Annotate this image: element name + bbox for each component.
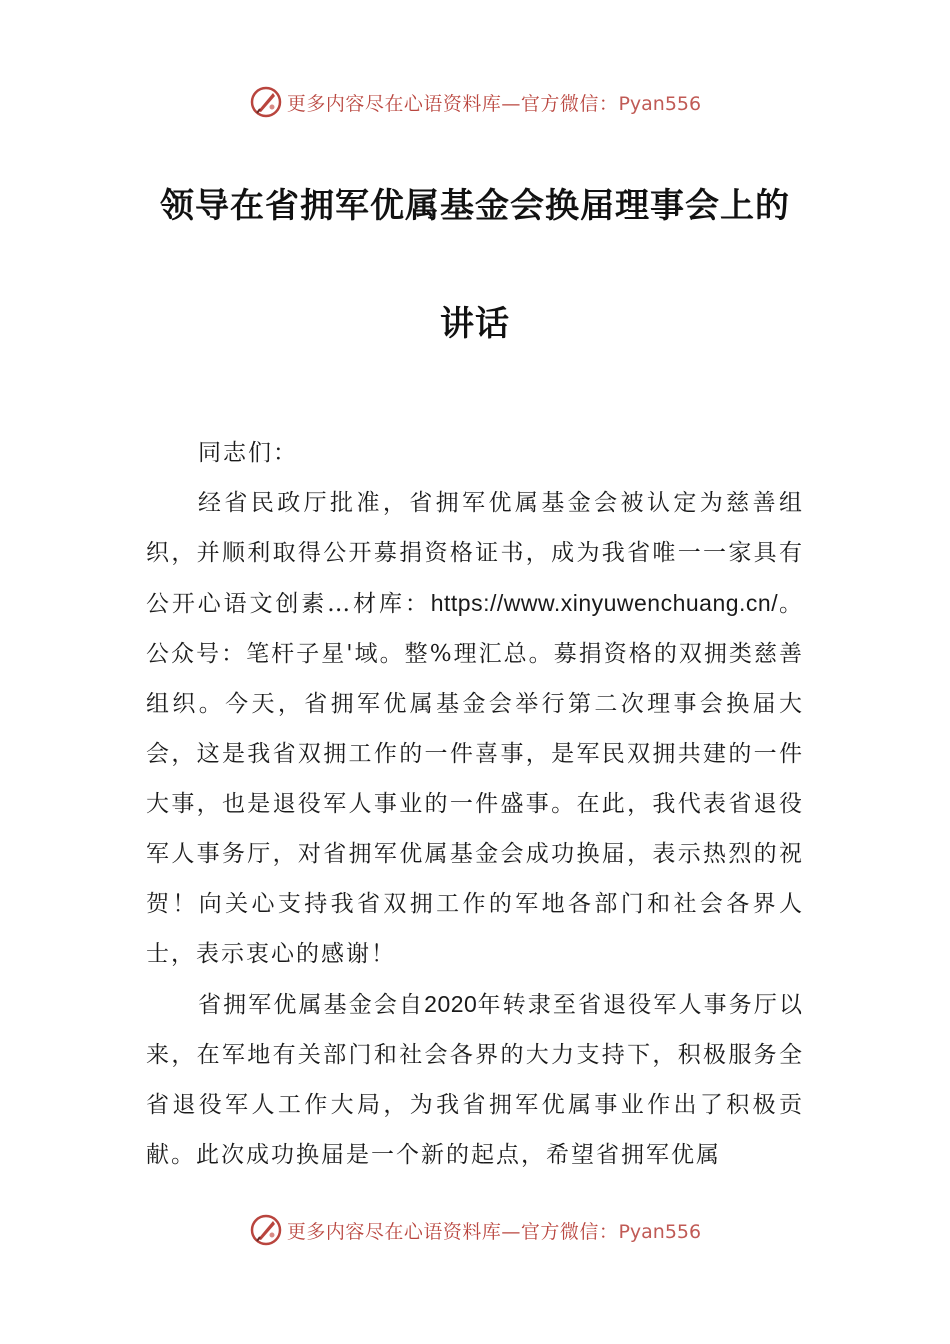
paragraph-1-part-a: 经省民政厅批准，省拥军优属基金会被认定为慈善组织，并顺利取得公开募捐资格证书，成为我省唯一一家具有公开心语文创素…材库： (146, 490, 804, 617)
paragraph-1-part-b: 。公众号：笔杆子星'域。整%理汇总。募捐资格的双拥类慈善组织。今天，省拥军优属基金会举行第二次理事会换届大会，这是我省双拥工作的一件喜事，是军民双拥共建的一件大事，也是退役军人事业的一件盛事。在此，我代表省退役军人事务厅，对省拥军优属基金会成功换届，表示热烈的祝贺！向关心支持我省双拥工作的军地各部门和社会各界人士，表示衷心的感谢！ (146, 591, 805, 967)
header-banner-wechat-label: 官方微信： (520, 92, 619, 115)
paragraph-2-year: 2020 (424, 991, 478, 1017)
paragraph-2-part-a: 省拥军优属基金会自 (198, 992, 425, 1018)
paragraph-1-url: https://www.xinyuwenchuang.cn/ (430, 590, 779, 616)
quill-logo-icon (249, 85, 283, 119)
paragraph-1 (146, 478, 804, 979)
paragraph-2-part-b: 年转隶至省退役军人事务厅以来，在军地有关部门和社会各界的大力支持下，积极服务全省退役军人工作大局，为我省拥军优属事业作出了积极贡献。此次成功换届是一个新的起点，希望省拥军优属 (146, 992, 805, 1168)
footer-banner-title: 更多内容尽在心语资料库 (286, 1220, 502, 1243)
footer-banner-text (287, 1217, 701, 1244)
salutation: 同志们： (198, 440, 298, 466)
quill-logo-icon (249, 1213, 283, 1247)
footer-banner-wechat-id: Pyan556 (618, 1220, 702, 1243)
header-banner-text (287, 89, 701, 116)
footer-watermark-banner (0, 1210, 950, 1250)
document-body (146, 428, 804, 1180)
footer-banner-wechat-label: 官方微信： (520, 1220, 619, 1243)
footer-banner-separator: — (501, 1220, 521, 1243)
document-title-line1: 领导在省拥军优属基金会换届理事会上的 (160, 186, 790, 226)
header-banner-title: 更多内容尽在心语资料库 (286, 92, 502, 115)
header-banner-wechat-id: Pyan556 (618, 92, 702, 115)
document-title-line2: 讲话 (440, 304, 510, 344)
header-banner-separator: — (501, 92, 521, 115)
paragraph-2 (146, 979, 804, 1180)
header-watermark-banner (0, 82, 950, 122)
